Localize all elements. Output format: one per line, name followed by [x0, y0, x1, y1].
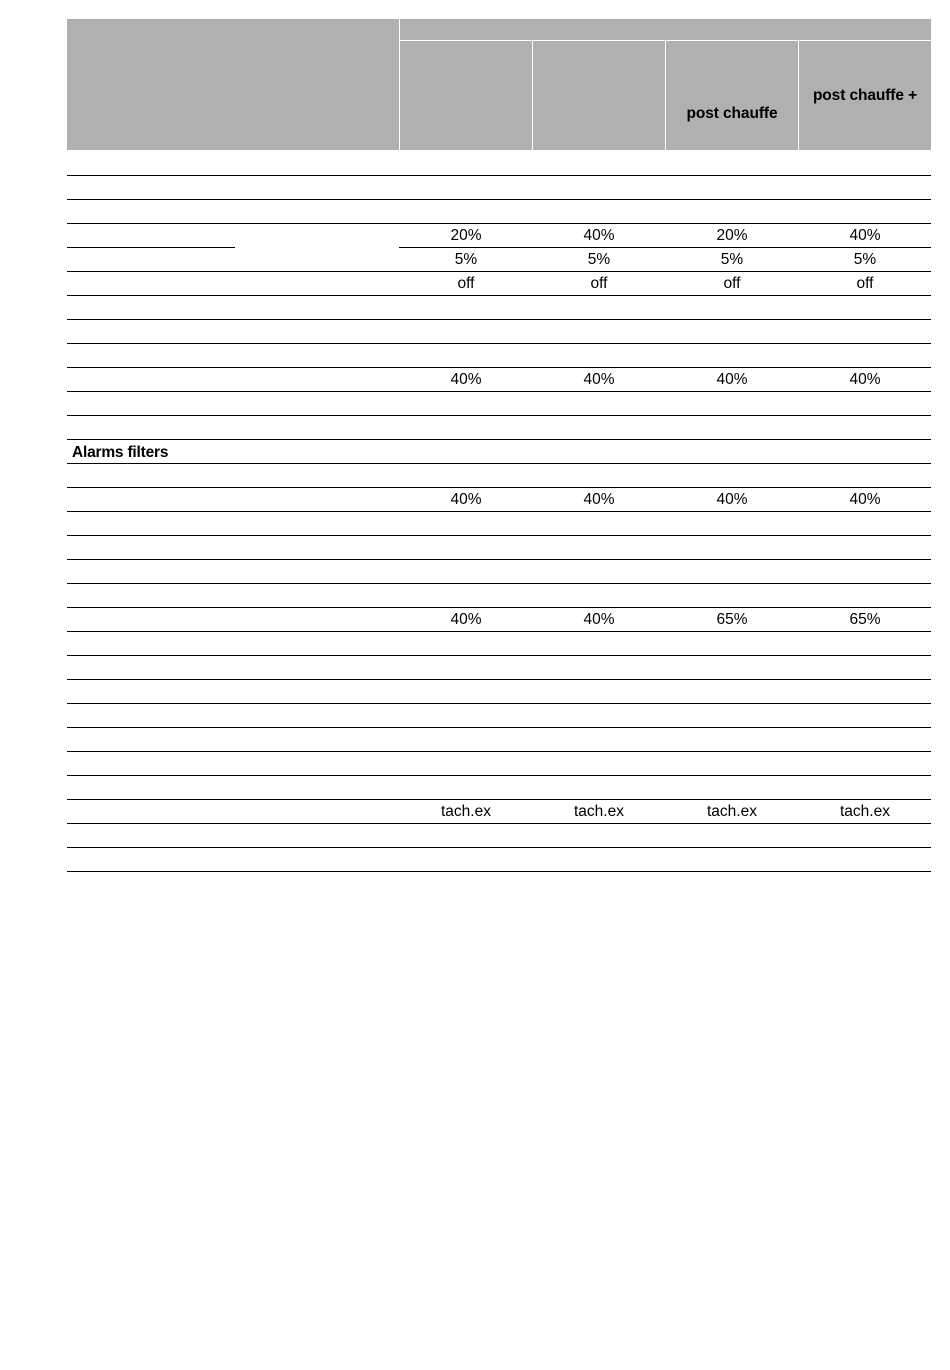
table-row	[67, 536, 931, 560]
header-column-2	[533, 41, 665, 150]
table-row	[67, 150, 931, 176]
table-row	[67, 632, 931, 656]
table-row	[67, 344, 931, 368]
row-value-col-2: 40%	[583, 491, 615, 508]
table-row	[67, 176, 931, 200]
table-row	[67, 200, 931, 224]
table-row	[67, 296, 931, 320]
header-label-column	[67, 19, 399, 150]
header-column-1	[400, 41, 532, 150]
row-value-col-3: 20%	[716, 227, 748, 244]
settings-table	[67, 19, 931, 872]
table-body	[67, 150, 931, 872]
row-value-col-3: 40%	[716, 371, 748, 388]
table-row	[67, 248, 931, 272]
table-row	[67, 608, 931, 632]
table-row	[67, 776, 931, 800]
table-row	[67, 752, 931, 776]
row-value-col-2: off	[590, 275, 608, 292]
table-row	[67, 512, 931, 536]
row-value-col-4: tach.ex	[840, 803, 890, 820]
row-value-col-4: 65%	[849, 611, 881, 628]
row-value-col-2: 40%	[583, 611, 615, 628]
table-row	[67, 416, 931, 440]
table-row	[67, 224, 931, 248]
row-value-col-3: tach.ex	[707, 803, 757, 820]
header-column-4	[799, 41, 931, 150]
table-row	[67, 848, 931, 872]
table-header	[67, 19, 931, 150]
table-row	[67, 680, 931, 704]
table-row	[67, 272, 931, 296]
row-value-col-1: 40%	[450, 371, 482, 388]
table-row	[67, 824, 931, 848]
table-row	[67, 560, 931, 584]
row-label: Alarms filters	[72, 444, 169, 461]
table-row	[67, 800, 931, 824]
row-value-col-3: 5%	[720, 251, 744, 268]
table-row	[67, 392, 931, 416]
row-value-col-1: off	[457, 275, 475, 292]
row-value-col-2: 40%	[583, 371, 615, 388]
row-value-col-2: 40%	[583, 227, 615, 244]
row-value-col-4: 40%	[849, 491, 881, 508]
row-value-col-1: 5%	[454, 251, 478, 268]
header-column-4-label: post chauffe +	[812, 87, 918, 104]
row-value-col-2: 5%	[587, 251, 611, 268]
row-value-col-4: 40%	[849, 371, 881, 388]
row-value-col-1: 40%	[450, 611, 482, 628]
table-row	[67, 488, 931, 512]
row-value-col-4: 5%	[853, 251, 877, 268]
table-row	[67, 704, 931, 728]
header-column-3-label: post chauffe	[686, 105, 778, 122]
table-row	[67, 728, 931, 752]
table-row	[67, 656, 931, 680]
header-column-3	[666, 41, 798, 150]
row-value-col-2: tach.ex	[574, 803, 624, 820]
row-value-col-1: 40%	[450, 491, 482, 508]
row-value-col-4: off	[856, 275, 874, 292]
table-row	[67, 584, 931, 608]
table-row	[67, 440, 931, 464]
table-row	[67, 320, 931, 344]
header-group-band	[400, 19, 931, 41]
table-row	[67, 464, 931, 488]
row-value-col-3: 65%	[716, 611, 748, 628]
row-value-col-4: 40%	[849, 227, 881, 244]
row-value-col-1: 20%	[450, 227, 482, 244]
row-value-col-3: off	[723, 275, 741, 292]
row-value-col-1: tach.ex	[441, 803, 491, 820]
row-value-col-3: 40%	[716, 491, 748, 508]
table-row	[67, 368, 931, 392]
